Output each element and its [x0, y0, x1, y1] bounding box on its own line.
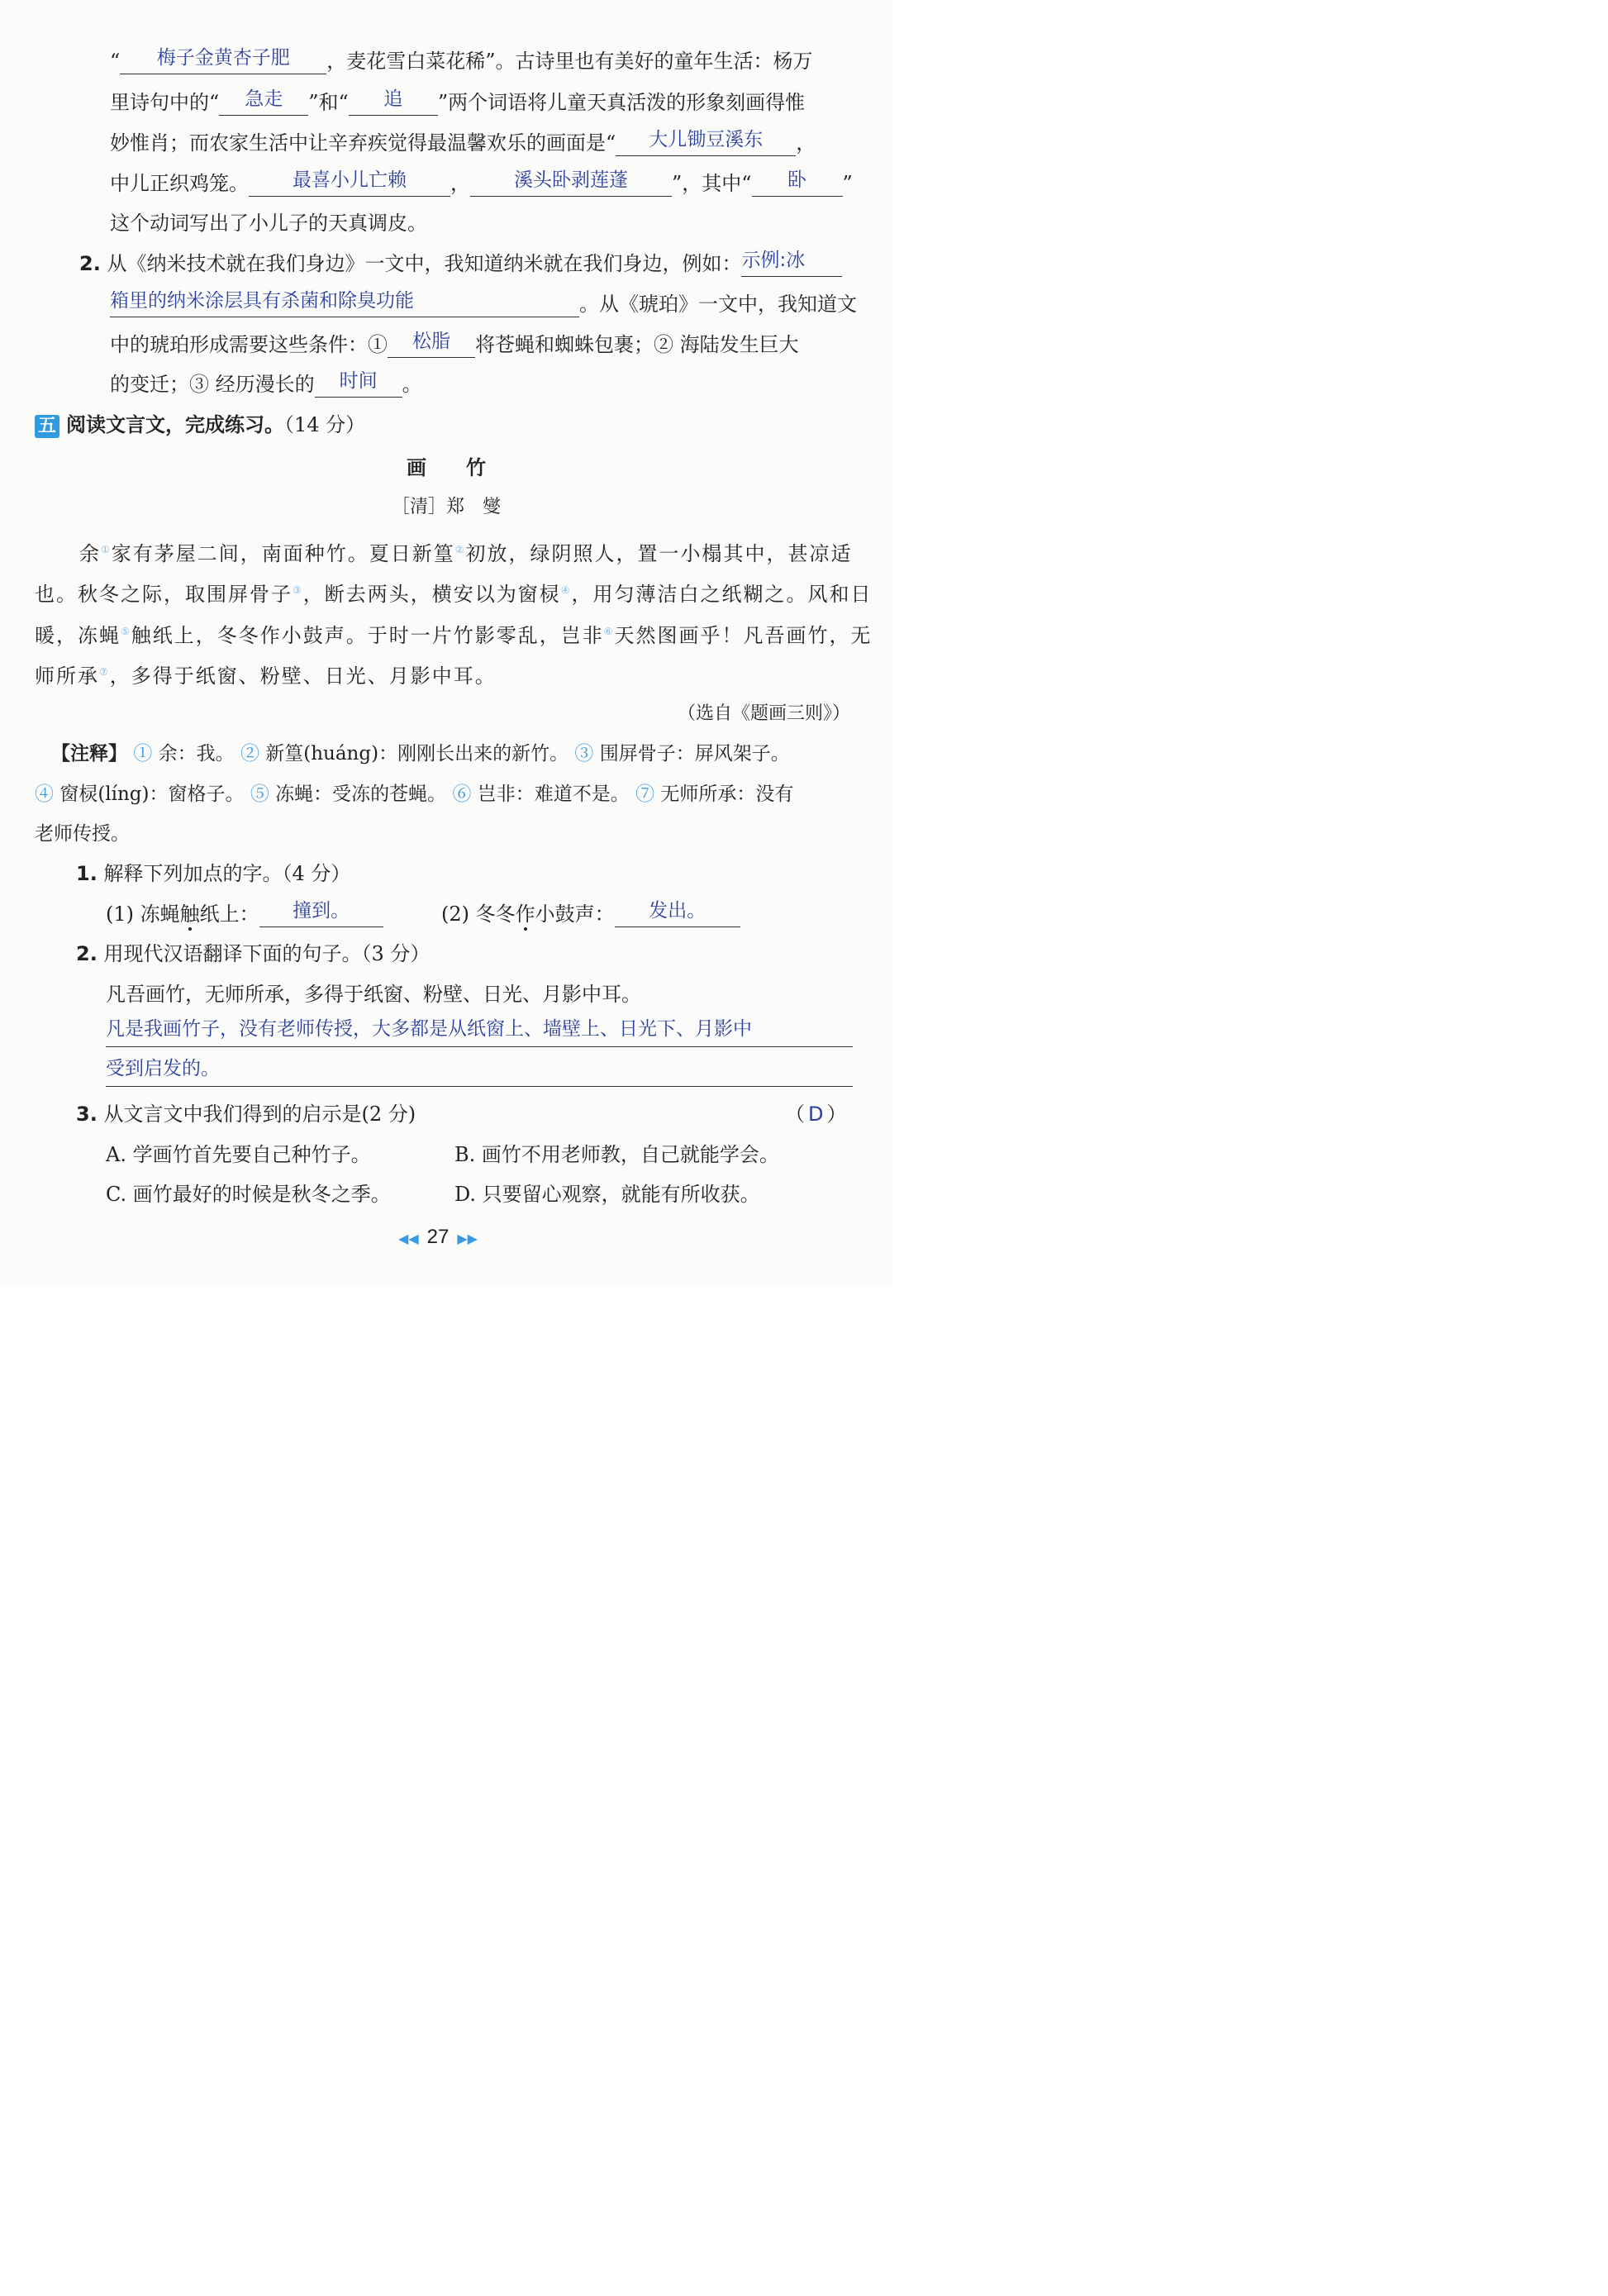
- blank-jizou[interactable]: [219, 88, 308, 116]
- answer-rule[interactable]: [106, 1046, 853, 1047]
- notes-label: 【注释】: [51, 743, 127, 765]
- workbook-page: [0, 0, 892, 1286]
- ex1-prompt: 1. 解释下列加点的字。（4 分）: [76, 862, 351, 885]
- handwritten-answer: 梅子金黄杏子肥: [156, 47, 290, 69]
- handwritten-answer: 时间: [339, 370, 378, 392]
- handwritten-answer: 最喜小儿亡赖: [293, 169, 407, 191]
- blank-shijian[interactable]: [315, 370, 402, 398]
- ex3-option-b[interactable]: B. 画竹不用老师教，自己就能学会。: [454, 1143, 779, 1166]
- blank-zhui[interactable]: [349, 88, 438, 116]
- notes-line-3: 老师传授。: [35, 823, 130, 845]
- blank-meizi[interactable]: [120, 47, 326, 74]
- ex3-option-c[interactable]: C. 画竹最好的时候是秋冬之季。: [106, 1183, 391, 1206]
- handwritten-answer: 卧: [787, 169, 807, 191]
- next-page-icon[interactable]: ▶▶: [457, 1231, 478, 1246]
- ex1-part2: (2) 冬冬作小鼓声： 发出。: [441, 901, 740, 927]
- blank-daer[interactable]: [616, 129, 796, 156]
- blank-nano-example-cont[interactable]: [110, 290, 579, 317]
- handwritten-answer: 大儿锄豆溪东: [649, 129, 764, 150]
- note-marker: ⑦: [99, 666, 110, 678]
- handwritten-answer: 溪头卧剥莲蓬: [514, 169, 628, 191]
- ex2-answer-line-2: 受到启发的。: [106, 1058, 220, 1079]
- question-number: 2.: [79, 252, 101, 275]
- ex2-sentence: 凡吾画竹，无师所承，多得于纸窗、粉壁、日光、月影中耳。: [106, 983, 641, 1006]
- note-marker: ③: [293, 584, 303, 596]
- page-footer: [0, 1225, 876, 1249]
- blank-ex1-2[interactable]: [615, 900, 740, 927]
- blank-xitou[interactable]: [470, 169, 672, 197]
- blank-ex1-1[interactable]: [259, 900, 383, 927]
- q1-line-3: 妙惟肖；而农家生活中让辛弃疾觉得最温馨欢乐的画面是“ 大儿锄豆溪东 ，: [110, 129, 816, 155]
- page-number: 27: [426, 1226, 450, 1248]
- handwritten-answer: 示例:冰: [741, 250, 806, 271]
- q2-line-1: 2. 从《纳米技术就在我们身边》一文中，我知道纳米就在我们身边，例如： 示例:冰: [79, 250, 842, 277]
- ex2-answer-line-1: 凡是我画竹子，没有老师传授，大多都是从纸窗上、墙壁上、日光下、月影中: [106, 1018, 752, 1040]
- q1-line-5: 这个动词写出了小儿子的天真调皮。: [110, 212, 427, 235]
- ex3-option-d[interactable]: D. 只要留心观察，就能有所收获。: [454, 1183, 760, 1206]
- ex1-part1: (1) 冻蝇触纸上： 撞到。: [106, 901, 383, 927]
- ex3-prompt: 3. 从文言文中我们得到的启示是(2 分): [76, 1103, 416, 1126]
- blank-zuixi[interactable]: [249, 169, 450, 197]
- handwritten-answer: 追: [383, 88, 403, 110]
- note-marker: ②: [454, 544, 466, 555]
- passage-author: ［清］郑 燮: [391, 497, 501, 517]
- question-number: 2.: [76, 942, 98, 965]
- ex3-option-a[interactable]: A. 学画竹首先要自己种竹子。: [106, 1143, 371, 1166]
- passage-title: 画 竹: [407, 456, 486, 479]
- q2-line-2: 箱里的纳米涂层具有杀菌和除臭功能 。从《琥珀》一文中，我知道文: [110, 290, 857, 316]
- section-badge: 五: [35, 415, 59, 438]
- handwritten-answer: 急走: [245, 88, 283, 110]
- passage-line-1: 余①家有茅屋二间，南面种竹。夏日新篁②初放，绿阴照人，置一小榻其中，甚凉适: [79, 542, 853, 565]
- notes-line-2: ④ 窗棂(líng)：窗格子。 ⑤ 冻蝇：受冻的苍蝇。 ⑥ 岂非：难道不是。 ⑦ 无师所承：没有: [35, 784, 794, 805]
- ex2-prompt: 2. 用现代汉语翻译下面的句子。（3 分）: [76, 942, 431, 965]
- section-title: 阅读文言文，完成练习。: [66, 413, 284, 436]
- passage-line-3: 暖，冻蝇⑤触纸上，冬冬作小鼓声。于时一片竹影零乱，岂非⑥天然图画乎！凡吾画竹，无: [35, 624, 873, 647]
- note-marker: ④: [560, 584, 572, 596]
- q1-line-1: “ 梅子金黄杏子肥 ，麦花雪白菜花稀”。古诗里也有美好的童年生活：杨万: [110, 47, 813, 73]
- handwritten-answer: 撞到。: [293, 900, 350, 922]
- note-marker: ⑤: [121, 626, 131, 637]
- q2-line-3: 中的琥珀形成需要这些条件：① 松脂 将苍蝇和蜘蛛包裹；② 海陆发生巨大: [110, 331, 799, 356]
- emphasized-char: 触: [179, 903, 200, 926]
- section-score: （14 分）: [284, 413, 366, 436]
- q2-line-4: 的变迁；③ 经历漫长的 时间 。: [110, 370, 422, 396]
- notes-line-1: 【注释】 ① 余：我。 ② 新篁(huáng)：刚刚长出来的新竹。 ③ 围屏骨子：屏风架子。: [51, 743, 790, 765]
- question-number: 1.: [76, 862, 98, 885]
- blank-songzhi[interactable]: [388, 331, 475, 358]
- blank-nano-example[interactable]: [741, 250, 842, 277]
- section-header: [35, 412, 365, 438]
- passage-line-2: 也。秋冬之际，取围屏骨子③，断去两头，横安以为窗棂④，用匀薄洁白之纸糊之。风和日: [35, 583, 873, 606]
- handwritten-answer: 发出。: [649, 900, 706, 922]
- handwritten-answer: 箱里的纳米涂层具有杀菌和除臭功能: [110, 290, 414, 312]
- note-marker: ①: [101, 544, 112, 555]
- prev-page-icon[interactable]: ◀◀: [398, 1231, 419, 1246]
- ex3-answer-box[interactable]: （ D ）: [785, 1103, 847, 1126]
- blank-wo[interactable]: [752, 169, 843, 197]
- passage-line-4: 师所承⑦，多得于纸窗、粉壁、日光、月影中耳。: [35, 665, 497, 688]
- emphasized-char: 作: [515, 903, 535, 926]
- question-number: 3.: [76, 1103, 98, 1126]
- q1-line-4: 中儿正织鸡笼。 最喜小儿亡赖 ， 溪头卧剥莲蓬 ”，其中“ 卧 ”: [110, 169, 853, 195]
- answer-rule[interactable]: [106, 1086, 853, 1087]
- handwritten-answer: D: [808, 1103, 824, 1126]
- passage-source: （选自《题画三则》）: [678, 703, 851, 724]
- q1-line-2: 里诗句中的“ 急走 ”和“ 追 ”两个词语将儿童天真活泼的形象刻画得惟: [110, 88, 806, 114]
- note-marker: ⑥: [603, 626, 615, 637]
- handwritten-answer: 松脂: [412, 331, 450, 352]
